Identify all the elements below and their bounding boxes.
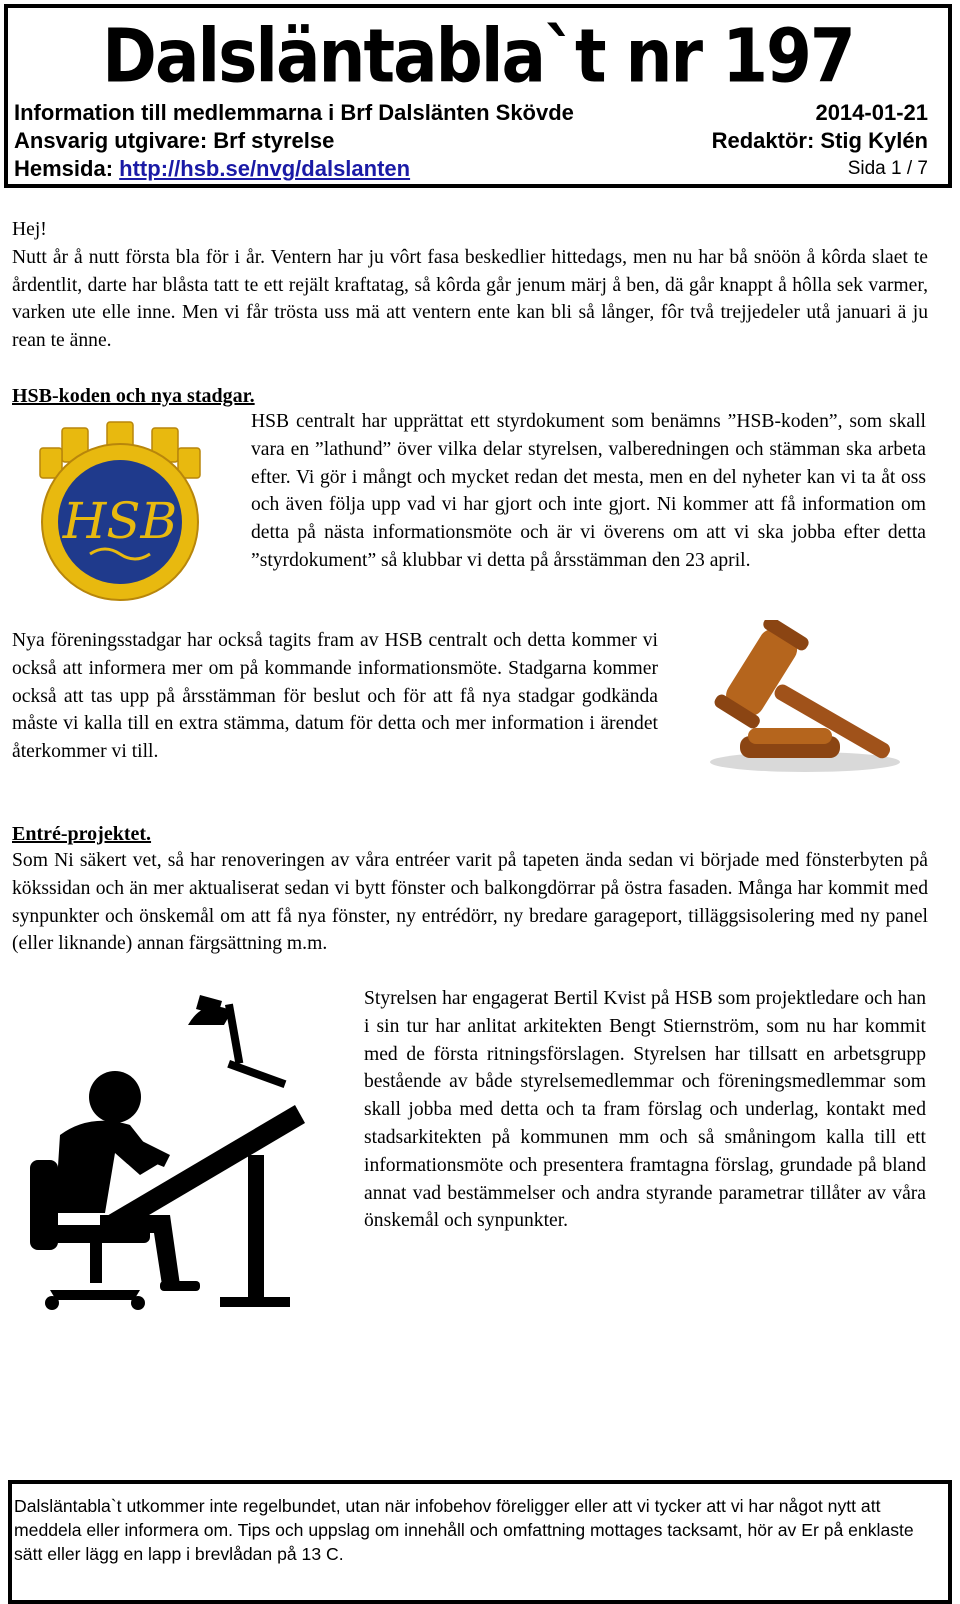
publisher: Ansvarig utgivare: Brf styrelse — [14, 128, 335, 153]
footer-box — [8, 1480, 952, 1604]
header-row-1 — [14, 100, 928, 126]
issue-date: 2014-01-21 — [815, 100, 928, 125]
website-link[interactable]: http://hsb.se/nvg/dalslanten — [119, 156, 411, 181]
header-row-2 — [14, 128, 928, 154]
entre-heading: Entré-projektet. — [12, 823, 152, 845]
header-row-3 — [14, 156, 928, 182]
newsletter-header — [4, 4, 952, 188]
website-label: Hemsida: — [14, 156, 114, 181]
architect-drawing-icon — [20, 985, 350, 1315]
page-number: Sida 1 / 7 — [847, 158, 928, 179]
entre-para-1: Som Ni säkert vet, så har renoveringen av våra entréer varit på tapeten ända sedan vi började med fönsterbyten på kökssidan och än mer aktualiserat sedan vi bytt fönster och balkongdörrar på östra fasaden. Många har kommit med synpunkter och önskemål om att få nya fönster, ny entrédörr, ny bredare garageport, tilläggsisolering med ny panel (eller liknande) annan färgsättning m.m. — [12, 850, 928, 955]
footer-text: Dalsläntabla`t utkommer inte regelbundet, utan när infobehov föreligger eller att vi tycker att vi har något nytt att meddela eller informera om. Tips och uppslag om innehåll och omfattning mottages tacksamt, hör av Er på enklaste sätt eller lägg en lapp i brevlådan på 13 C. — [14, 1496, 914, 1564]
greeting: Hej! — [12, 219, 47, 240]
hsb-heading: HSB-koden och nya stadgar. — [12, 385, 255, 407]
intro-text: Nutt år å nutt första bla för i år. Ventern har ju vôrt fasa beskedlier hittedags, men nu har bå snöön å kôrda slaet te årdentlit, darte har blåsta tatt te ett rejält kraftatag, så kôrda går jenum märj å ben, dä går knappt å hôlla sek varmer, varken ute elle inne. Men vi får trösta uss mä att ventern ente kan bli så långer, fôr två trejjedeler utå januari ä ju rean te änne. — [12, 246, 928, 352]
hsb-para-2: Nya föreningsstadgar har också tagits fram av HSB centralt och detta kommer vi också att informera mer om på kommande informationsmöte. Stadgarna kommer också att tas upp på årsstämman för beslut och för att få nya stadgar godkända måste vi kalla till en extra stämma, datum för detta och mer information i ärendet återkommer vi till. — [12, 630, 658, 763]
masthead-title: Dalsläntabla`t nr 197 — [102, 13, 854, 100]
info-line: Information till medlemmarna i Brf Dalslänten Skövde — [14, 100, 574, 125]
entre-para-2: Styrelsen har engagerat Bertil Kvist på HSB som projektledare och han i sin tur har anlitat arkitekten Bengt Stiernström, som nu har kommit med de första ritningsförslagen. Styrelsen har tillsatt en arbetsgrupp bestående av både styrelsemedlemmar och föreningsmedlemmar som skall jobba med detta och ta fram förslag och underlag, kontakt med stadsarkitekten på kommunen mm och så småningom kalla till ett informationsmöte och presentera framtagna förslag, grundade på bland annat vad bestämmelser och andra styrande parametrar tillåter av våra önskemål och synpunkter. — [364, 988, 926, 1232]
hsb-logo-icon — [22, 418, 218, 602]
intro-section — [12, 216, 928, 355]
hsb-logo-text: HSB — [62, 492, 178, 550]
editor: Redaktör: Stig Kylén — [711, 128, 928, 153]
gavel-icon — [700, 620, 910, 780]
hsb-para-1: HSB centralt har upprättat ett styrdokument som benämns ”HSB-koden”, som skall vara en ”lathund” över vilka delar styrelsen, valberedningen och stämman ska arbeta efter. Vi gör i mångt och mycket redan det mesta, men en del nyheter kan vi ta åt oss och även följa upp vad vi har gjort och inte gjort. Ni kommer att få information om detta på nästa informationsmöte och är vi överens om att vi ska jobba efter detta ”styrdokument” så klubbar vi detta på årsstämman den 23 april. — [251, 411, 926, 571]
